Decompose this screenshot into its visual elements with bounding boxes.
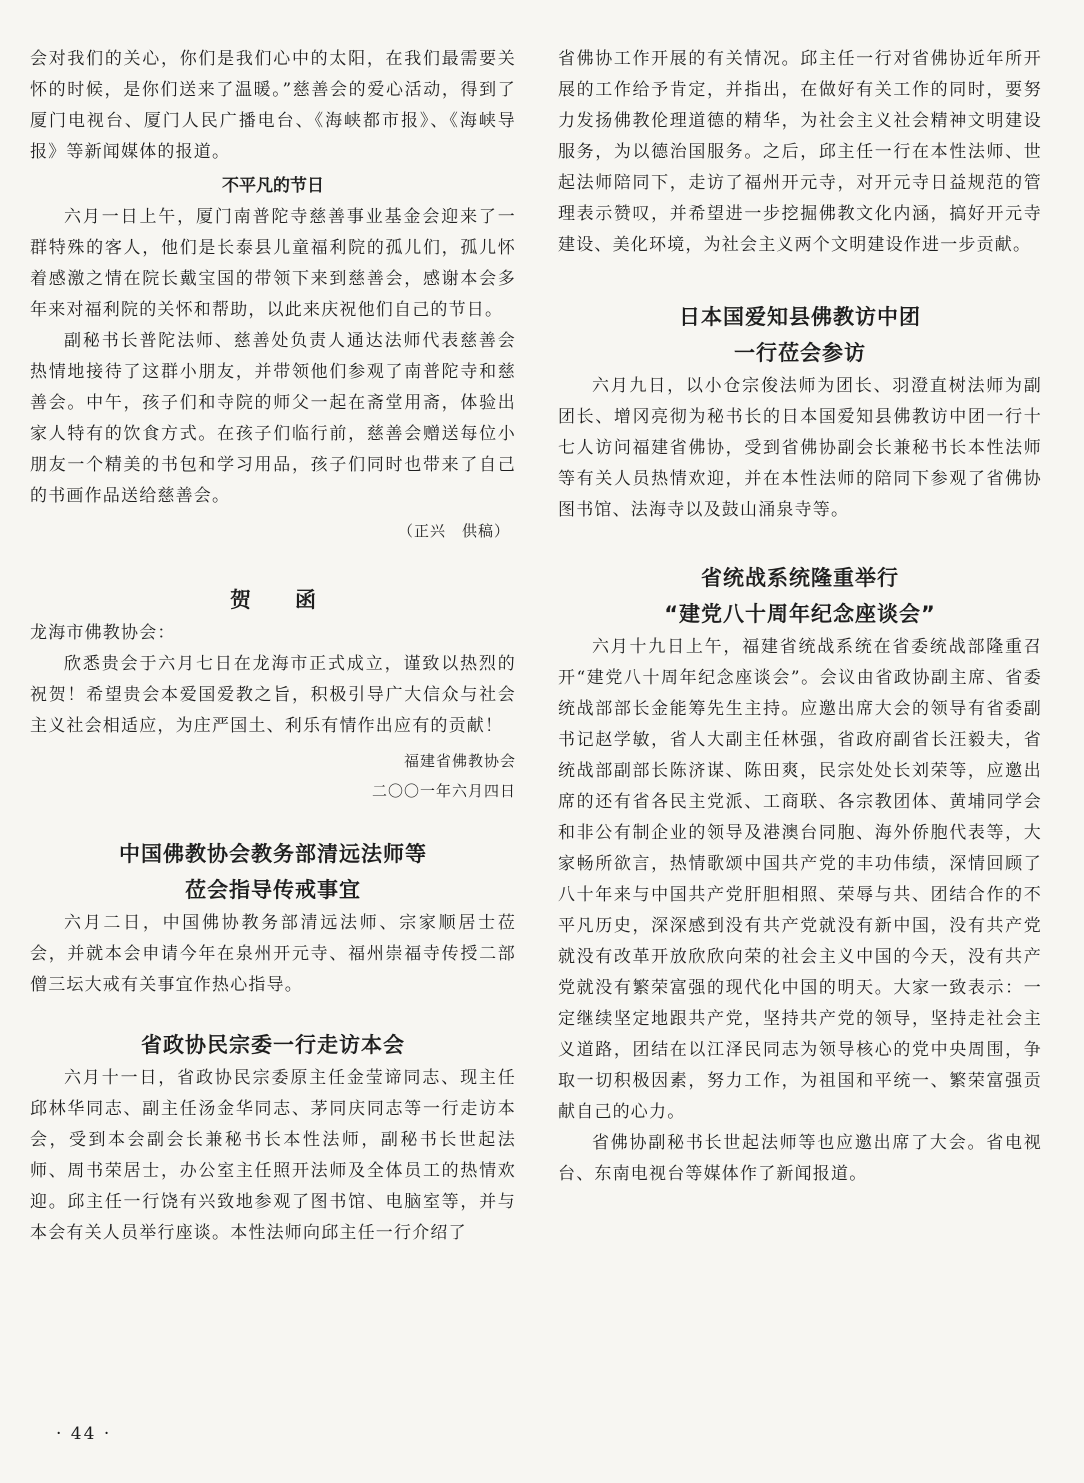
continued-paragraph: 会对我们的关心，你们是我们心中的太阳，在我们最需要关怀的时候，是你们送来了温暖。”慈善会的爱心活动，得到了厦门电视台、厦门人民广播电台、《海峡都市报》、《海峡导报》等新闻媒体的报道。 [30,49,516,162]
japan-delegation-paragraph: 六月九日，以小仓宗俊法师为团长、羽澄直树法师为副团长、增冈亮彻为秘书长的日本国爱知县佛教访中团一行十七人访问福建省佛协，受到省佛协副会长兼秘书长本性法师等有关人员热情欢迎，并在本性法师的陪同下参观了省佛协图书馆、法海寺以及鼓山涌泉寺等。 [558,376,1042,520]
section-title-teaching-dept-1: 中国佛教协会教务部清远法师等 [119,842,427,866]
section-title-festival: 不平凡的节日 [222,176,324,196]
festival-paragraph-2: 副秘书长普陀法师、慈善处负责人通达法师代表慈善会热情地接待了这群小朋友，并带领他们参观了南普陀寺和慈善会。中午，孩子们和寺院的师父一起在斋堂用斋，体验出家人特有的饮食方式。在孩子们临行前，慈善会赠送每位小朋友一个精美的书包和学习用品，孩子们同时也带来了自己的书画作品送给慈善会。 [30,331,516,506]
section-title-party-anniversary-1: 省统战系统隆重举行 [701,566,899,590]
section-title-japan-delegation-2: 一行莅会参访 [734,341,866,365]
letter-date: 二〇〇一年六月四日 [371,782,516,800]
continued-paragraph-right: 省佛协工作开展的有关情况。邱主任一行对省佛协近年所开展的工作给予肯定，并指出，在做好有关工作的同时，要努力发扬佛教伦理道德的精华，为社会主义社会精神文明建设服务，为以德治国服务。之后，邱主任一行在本性法师、世起法师陪同下，走访了福州开元寺，对开元寺日益规范的管理表示赞叹，并希望进一步挖掘佛教文化内涵，搞好开元寺建设、美化环境，为社会主义两个文明建设作进一步贡献。 [558,49,1042,255]
right-column [558,44,1042,1190]
section-title-japan-delegation-1: 日本国爱知县佛教访中团 [679,305,921,329]
left-column [30,44,516,1249]
page-number: · 44 · [56,1424,112,1444]
party-anniversary-paragraph-2: 省佛协副秘书长世起法师等也应邀出席了大会。省电视台、东南电视台等媒体作了新闻报道。 [558,1133,1042,1184]
congratulatory-letter-title: 贺函 [230,588,360,612]
letter-body: 欣悉贵会于六月七日在龙海市正式成立，谨致以热烈的祝贺！希望贵会本爱国爱教之旨，积极引导广大信众与社会主义社会相适应，为庄严国土、利乐有情作出应有的贡献！ [30,654,516,736]
festival-paragraph-1: 六月一日上午，厦门南普陀寺慈善事业基金会迎来了一群特殊的客人，他们是长泰县儿童福利院的孤儿们，孤儿怀着感激之情在院长戴宝国的带领下来到慈善会，感谢本会多年来对福利院的关怀和帮助，以此来庆祝他们自己的节日。 [30,207,516,320]
letter-salutation: 龙海市佛教协会： [30,623,176,643]
section-title-teaching-dept-2: 莅会指导传戒事宜 [185,878,361,902]
letter-sender: 福建省佛教协会 [403,752,516,770]
festival-credit: （正兴 供稿） [397,522,510,540]
section-title-cppcc-visit: 省政协民宗委一行走访本会 [141,1033,405,1057]
teaching-dept-paragraph: 六月二日，中国佛协教务部清远法师、宗家顺居士莅会，并就本会申请今年在泉州开元寺、福州崇福寺传授二部僧三坛大戒有关事宜作热心指导。 [30,913,516,995]
section-title-party-anniversary-2: “建党八十周年纪念座谈会” [664,602,936,626]
cppcc-visit-paragraph: 六月十一日，省政协民宗委原主任金莹谛同志、现主任邱林华同志、副主任汤金华同志、茅同庆同志等一行走访本会，受到本会副会长兼秘书长本性法师，副秘书长世起法师、周书荣居士，办公室主任照开法师及全体员工的热情欢迎。邱主任一行饶有兴致地参观了图书馆、电脑室等，并与本会有关人员举行座谈。本性法师向邱主任一行介绍了 [30,1068,516,1243]
party-anniversary-paragraph-1: 六月十九日上午，福建省统战系统在省委统战部隆重召开“建党八十周年纪念座谈会”。会议由省政协副主席、省委统战部部长金能筹先生主持。应邀出席大会的领导有省委副书记赵学敏，省人大副主任林强，省政府副省长汪毅夫，省统战部副部长陈济谋、陈田爽，民宗处处长刘荣等，应邀出席的还有省各民主党派、工商联、各宗教团体、黄埔同学会和非公有制企业的领导及港澳台同胞、海外侨胞代表等，大家畅所欲言，热情歌颂中国共产党的丰功伟绩，深情回顾了八十年来与中国共产党肝胆相照、荣辱与共、团结合作的不平凡历史，深深感到没有共产党就没有新中国，没有共产党就没有改革开放欣欣向荣的社会主义中国的今天，没有共产党就没有繁荣富强的现代化中国的明天。大家一致表示：一定继续坚定地跟共产党，坚持共产党的领导，坚持走社会主义道路，团结在以江泽民同志为领导核心的党中央周围，争取一切积极因素，努力工作，为祖国和平统一、繁荣富强贡献自己的心力。 [558,637,1042,1122]
